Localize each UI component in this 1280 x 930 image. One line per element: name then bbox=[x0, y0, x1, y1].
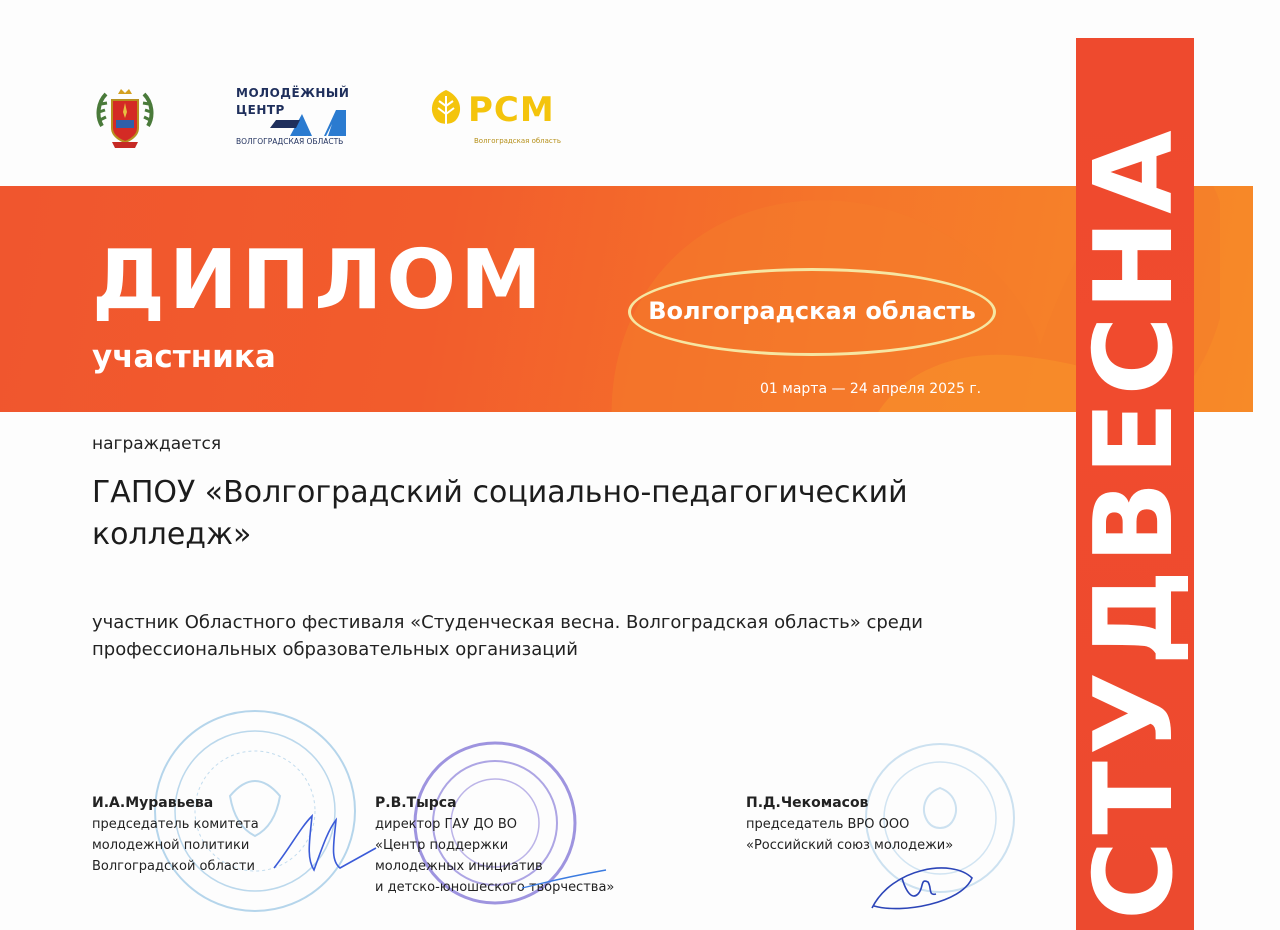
event-dates: 01 марта — 24 апреля 2025 г. bbox=[760, 381, 982, 397]
signatory-name: П.Д.Чекомасов bbox=[746, 795, 869, 811]
signatory-title-line: и детско-юношеского творчества» bbox=[375, 880, 615, 895]
youth-center-logo-region: ВОЛГОГРАДСКАЯ ОБЛАСТЬ bbox=[236, 137, 344, 146]
signatory-title-line: «Российский союз молодежи» bbox=[746, 838, 954, 853]
signature-block-1 bbox=[92, 793, 259, 877]
side-ribbon-text: СТУДВЕСНА bbox=[1072, 124, 1197, 920]
handwritten-signature-2 bbox=[520, 858, 610, 908]
signatory-title-line: председатель ВРО ООО bbox=[746, 817, 910, 832]
diploma-subtitle: участника bbox=[92, 339, 276, 375]
volgograd-coat-of-arms-icon bbox=[94, 86, 156, 152]
handwritten-signature-1 bbox=[270, 808, 380, 878]
youth-center-logo-line1: МОЛОДЁЖНЫЙ bbox=[236, 86, 350, 100]
signatory-title-line: молодежных инициатив bbox=[375, 859, 543, 874]
recipient-name: ГАПОУ «Волгоградский социально-педагогический колледж» bbox=[92, 475, 908, 552]
signatory-name: Р.В.Тырса bbox=[375, 795, 457, 811]
signatory-title-line: директор ГАУ ДО ВО bbox=[375, 817, 517, 832]
region-label: Волгоградская область bbox=[648, 297, 976, 325]
youth-center-logo bbox=[236, 86, 348, 148]
handwritten-signature-3 bbox=[862, 848, 982, 918]
diploma-title: ДИПЛОМ bbox=[92, 233, 546, 328]
youth-center-m-icon bbox=[266, 106, 346, 136]
signatory-title-line: «Центр поддержки bbox=[375, 838, 509, 853]
signatory-name: И.А.Муравьева bbox=[92, 795, 214, 811]
rsm-region: Волгоградская область bbox=[474, 137, 561, 145]
youth-center-logo-line2: ЦЕНТР bbox=[236, 103, 285, 117]
leaf-icon bbox=[428, 88, 464, 128]
signature-block-3 bbox=[746, 793, 953, 856]
signatory-title-line: председатель комитета bbox=[92, 817, 259, 832]
rsm-logo bbox=[428, 88, 588, 148]
signatory-title-line: Волгоградской области bbox=[92, 859, 255, 874]
rsm-name: РСМ bbox=[468, 90, 555, 130]
award-description: участник Областного фестиваля «Студенческая весна. Волгоградская область» среди профессиональных образовательных организаций bbox=[92, 612, 923, 660]
signatory-title-line: молодежной политики bbox=[92, 838, 250, 853]
awarded-label: награждается bbox=[92, 434, 222, 454]
